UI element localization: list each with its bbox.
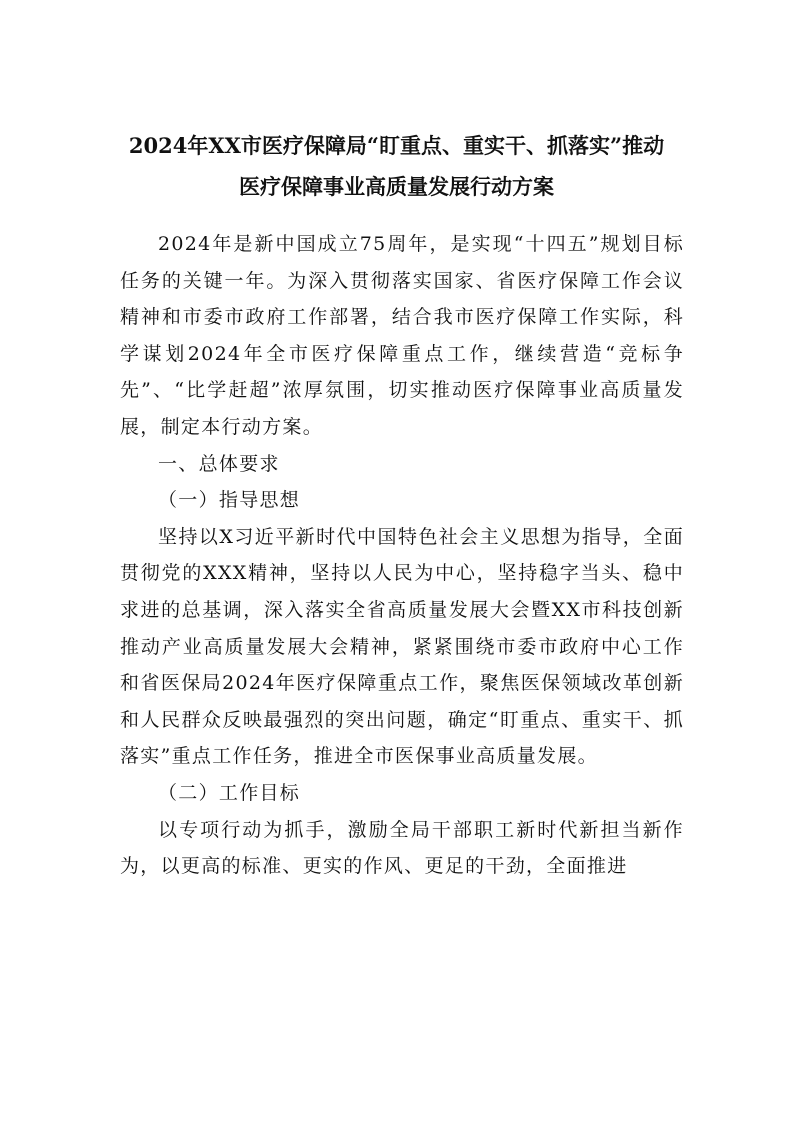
- work-goals-paragraph: 以专项行动为抓手，激励全局干部职工新时代新担当新作为，以更高的标准、更实的作风、更足的干劲，全面推进: [120, 818, 684, 878]
- document-title-line-2: 医疗保障事业高质量发展行动方案: [239, 174, 554, 199]
- subsection-heading-guiding-ideology: （一）指导思想: [158, 489, 301, 512]
- document-title-line-1: 2024年XX市医疗保障局“盯重点、重实干、抓落实”推动: [128, 133, 665, 158]
- subsection-heading-work-goals: （二）工作目标: [158, 781, 301, 804]
- section-heading-general-requirements: 一、总体要求: [158, 452, 280, 475]
- intro-paragraph: 2024年是新中国成立75周年，是实现“十四五”规划目标任务的关键一年。为深入贯彻落实国家、省医疗保障工作会议精神和市委市政府工作部署，结合我市医疗保障工作实际，科学谋划2024年全市医疗保障重点工作，继续营造“竞标争先”、“比学赶超”浓厚氛围，切实推动医疗保障事业高质量发展，制定本行动方案。: [120, 233, 684, 438]
- document-body: [120, 226, 684, 885]
- guiding-ideology-paragraph: 坚持以X习近平新时代中国特色社会主义思想为指导，全面贯彻党的XXX精神，坚持以人民为中心，坚持稳字当头、稳中求进的总基调，深入落实全省高质量发展大会暨XX市科技创新推动产业高质量发展大会精神，紧紧围绕市委市政府中心工作和省医保局2024年医疗保障重点工作，聚焦医保领域改革创新和人民群众反映最强烈的突出问题，确定“盯重点、重实干、抓落实”重点工作任务，推进全市医保事业高质量发展。: [120, 525, 684, 768]
